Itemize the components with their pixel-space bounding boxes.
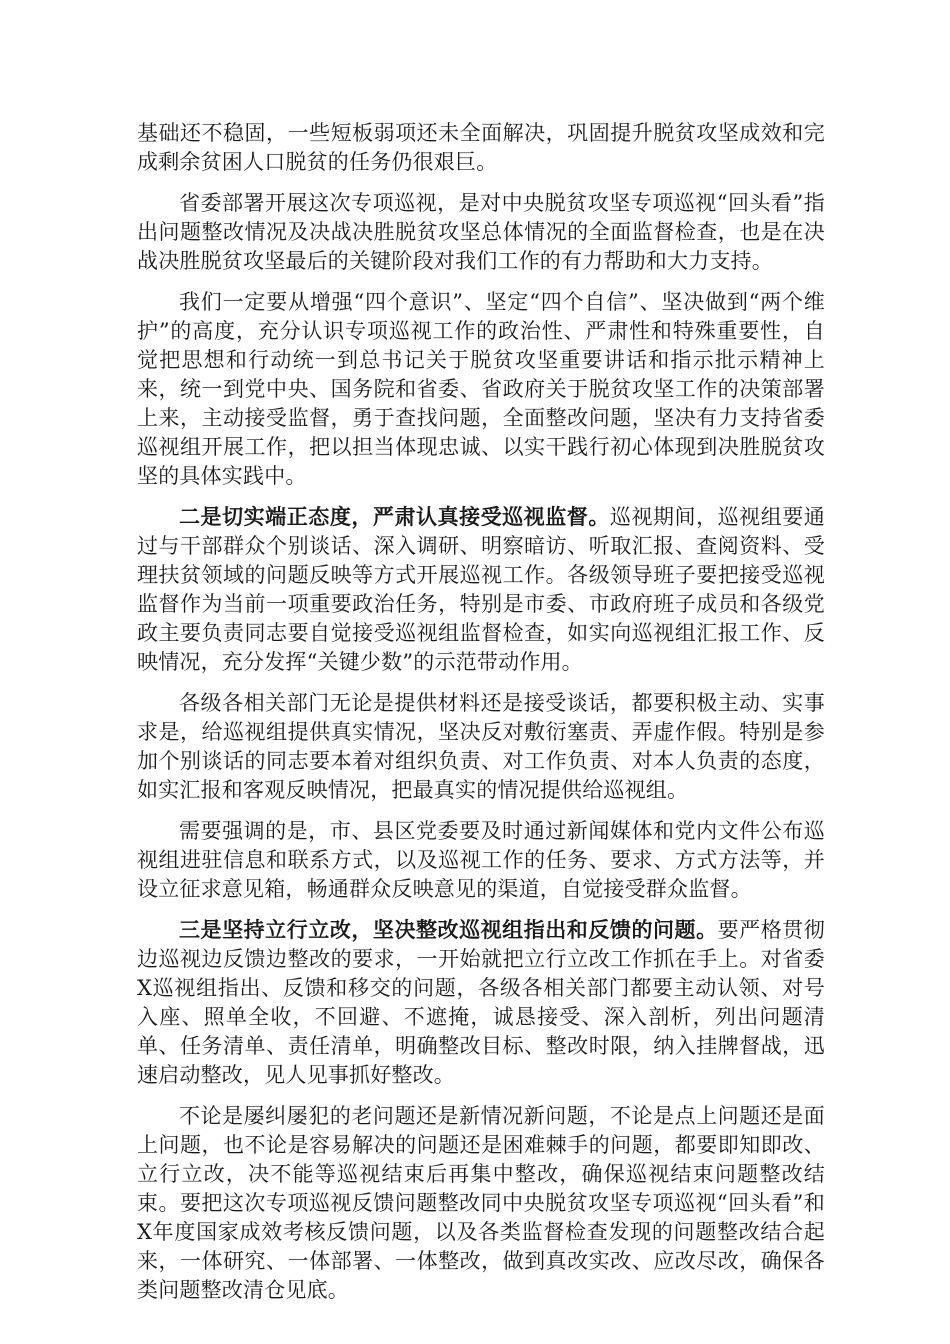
paragraph-text: 我们一定要从增强“四个意识”、坚定“四个自信”、坚决做到“两个维护”的高度，充分认识专项巡视工作的政治性、严肃性和特殊重要性，自觉把思想和行动统一到总书记关于脱贫攻坚重要讲话和指示批示精神上来，统一到党中央、国务院和省委、省政府关于脱贫攻坚工作的决策部署上来，主动接受监督，勇于查找问题，全面整改问题，坚决有力支持省委巡视组开展工作，把以担当体现忠诚、以实干践行初心体现到决胜脱贫攻坚的具体实践中。 [137,290,825,488]
paragraph-3 [137,287,825,491]
document-page [137,118,825,1316]
paragraph-2 [137,188,825,276]
paragraph-text: 巡视期间，巡视组要通过与干部群众个别谈话、深入调研、明察暗访、听取汇报、查阅资料、受理扶贫领域的问题反映等方式开展巡视工作。各级领导班子要把接受巡视监督作为当前一项重要政治任务，特别是市委、市政府班子成员和各级党政主要负责同志要自觉接受巡视组监督检查，如实向巡视组汇报工作、反映情况，充分发挥“关键少数”的示范带动作用。 [137,505,826,674]
paragraph-text: 基础还不稳固，一些短板弱项还未全面解决，巩固提升脱贫攻坚成效和完成剩余贫困人口脱贫的任务仍很艰巨。 [137,121,825,174]
paragraph-text: 省委部署开展这次专项巡视，是对中央脱贫攻坚专项巡视“回头看”指出问题整改情况及决战决胜脱贫攻坚总体情况的全面监督检查，也是在决战决胜脱贫攻坚最后的关键阶段对我们工作的有力帮助和大力支持。 [137,191,825,273]
paragraph-4 [137,502,825,677]
paragraph-text: 要严格贯彻边巡视边反馈边整改的要求，一开始就把立行立改工作抓在手上。对省委X巡视组指出、反馈和移交的问题，各级各相关部门都要主动认领、对号入座、照单全收，不回避、不遮掩，诚恳接受、深入剖析，列出问题清单、任务清单、责任清单，明确整改目标、整改时限，纳入挂牌督战，迅速启动整改，见人见事抓好整改。 [137,918,826,1087]
paragraph-8 [137,1101,825,1305]
section-heading-3: 三是坚持立行立改，坚决整改巡视组指出和反馈的问题。 [179,917,718,942]
paragraph-text: 需要强调的是，市、县区党委要及时通过新闻媒体和党内文件公布巡视组进驻信息和联系方式，以及巡视工作的任务、要求、方式方法等，并设立征求意见箱，畅通群众反映意见的渠道，自觉接受群众监督。 [137,819,825,901]
paragraph-1 [137,118,825,177]
paragraph-7 [137,915,825,1090]
paragraph-text: 不论是屡纠屡犯的老问题还是新情况新问题，不论是点上问题还是面上问题，也不论是容易解决的问题还是困难棘手的问题，都要即知即改、立行立改，决不能等巡视结束后再集中整改，确保巡视结束问题整改结束。要把这次专项巡视反馈问题整改同中央脱贫攻坚专项巡视“回头看”和X年度国家成效考核反馈问题，以及各类监督检查发现的问题整改结合起来，一体研究、一体部署、一体整改，做到真改实改、应改尽改，确保各类问题整改清仓见底。 [137,1104,825,1302]
paragraph-6 [137,816,825,904]
paragraph-5 [137,688,825,805]
paragraph-text: 各级各相关部门无论是提供材料还是接受谈话，都要积极主动、实事求是，给巡视组提供真实情况，坚决反对敷衍塞责、弄虚作假。特别是参加个别谈话的同志要本着对组织负责、对工作负责、对本人负责的态度，如实汇报和客观反映情况，把最真实的情况提供给巡视组。 [137,691,825,802]
section-heading-2: 二是切实端正态度，严肃认真接受巡视监督。 [179,504,610,529]
